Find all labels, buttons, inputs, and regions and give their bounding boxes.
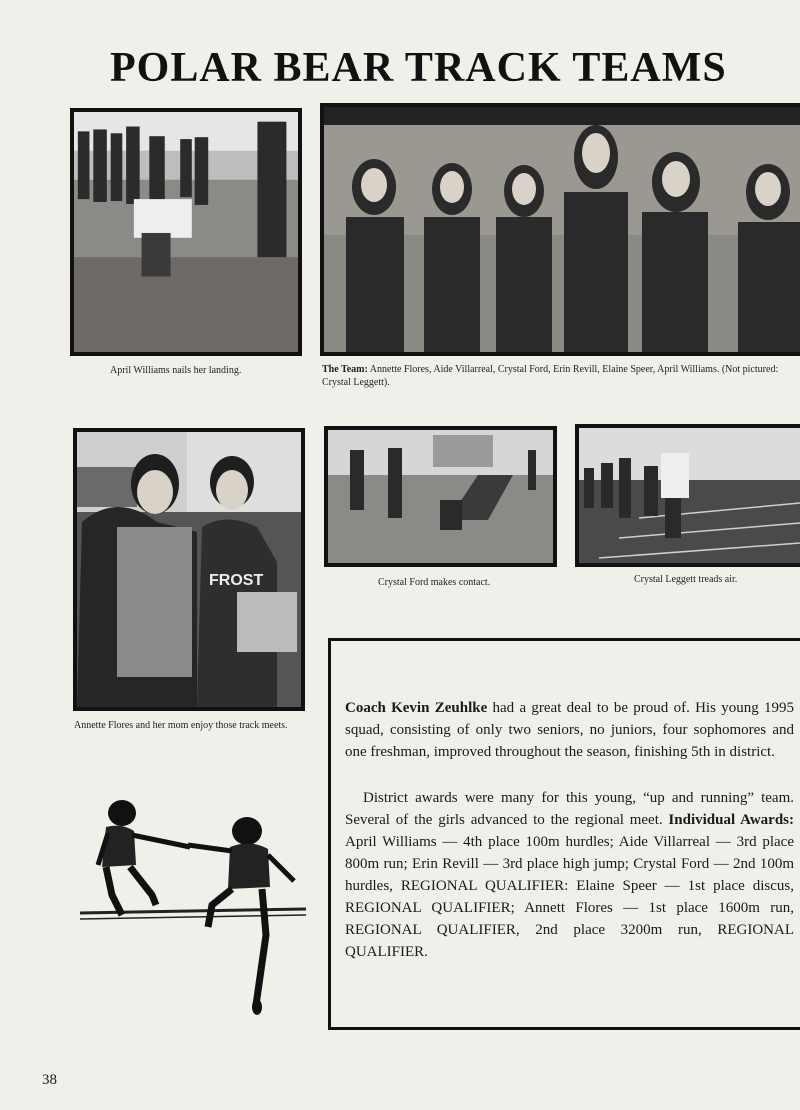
story-paragraph-2 bbox=[345, 787, 794, 963]
story-awards-lead: Individual Awards: bbox=[668, 812, 794, 828]
team-photo bbox=[320, 103, 800, 356]
air-photo bbox=[575, 424, 800, 567]
story-p1-body: had a great deal to be proud of. His young 1995 squad, consisting of only two seniors, no juniors, four sophomores and one freshman, improved throughout the season, finishing 5th in district. bbox=[345, 700, 794, 760]
story-p2-body: District awards were many for this young, “up and running” team. Several of the girls advanced to the regional meet. bbox=[345, 790, 794, 828]
team-caption bbox=[322, 363, 800, 389]
mom-caption: Annette Flores and her mom enjoy those track meets. bbox=[74, 720, 288, 731]
contact-caption: Crystal Ford makes contact. bbox=[378, 577, 491, 588]
story-box bbox=[328, 638, 800, 1030]
story-p2-rest: April Williams — 4th place 100m hurdles; Aide Villarreal — 3rd place 800m run; Erin Revill — 3rd place high jump; Crystal Ford — 2nd 100m hurdles, REGIONAL QUALIFIER: Elaine Speer — 1st place discus, REGIONAL QUALIFIER; Annett Flores — 1st place 1600m run, REGIONAL QUALIFIER, 2nd place 3200m run, REGIONAL QUALIFIER. bbox=[345, 834, 794, 960]
story-coach-name: Coach Kevin Zeuhlke bbox=[345, 700, 488, 716]
team-caption-lead: The Team: bbox=[322, 364, 368, 375]
mom-photo bbox=[73, 428, 305, 711]
story-paragraph-1 bbox=[345, 697, 794, 763]
landing-caption: April Williams nails her landing. bbox=[110, 365, 242, 376]
page-title: POLAR BEAR TRACK TEAMS bbox=[110, 45, 727, 91]
page-number: 38 bbox=[42, 1072, 57, 1088]
air-caption: Crystal Leggett treads air. bbox=[634, 574, 738, 585]
landing-photo bbox=[70, 108, 302, 356]
contact-photo bbox=[324, 426, 557, 567]
mom-photo-jersey-text: FROST bbox=[209, 572, 264, 589]
hurdlers-illustration bbox=[72, 795, 312, 1020]
team-caption-body: Annette Flores, Aide Villarreal, Crystal Ford, Erin Revill, Elaine Speer, April Williams. (Not pictured: Crystal Leggett). bbox=[322, 364, 779, 388]
